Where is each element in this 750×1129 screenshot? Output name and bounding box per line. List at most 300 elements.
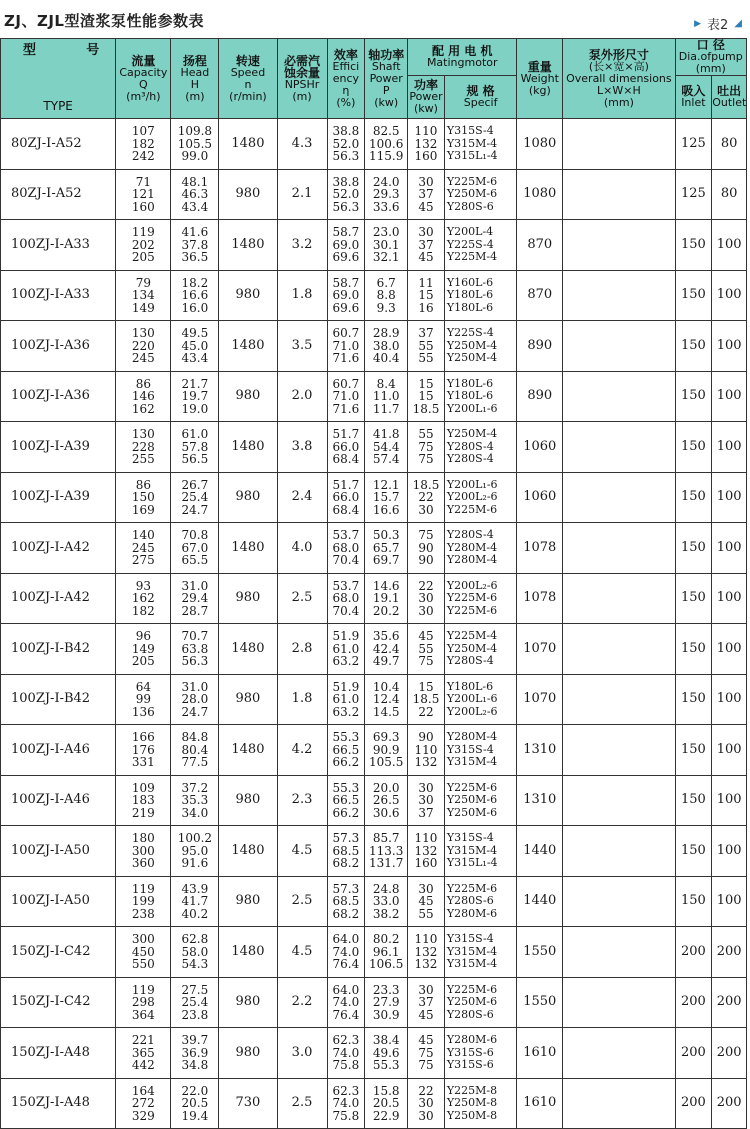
motor-power-cell <box>408 1028 445 1079</box>
efficiency-cell-value: 70.4 <box>332 603 360 618</box>
head-cell-value: 26.7 <box>181 477 209 492</box>
capacity-cell-value: 107 <box>131 124 155 138</box>
motor-power-cell-value: 55 <box>418 338 434 353</box>
motor-power-cell-value: 18.5 <box>412 692 440 706</box>
table-row <box>1 523 747 574</box>
motor-spec-cell <box>444 624 516 675</box>
shaft-power-cell-value: 15.7 <box>372 490 400 504</box>
type-cell: 100ZJ-I-A36 <box>1 321 116 372</box>
motor-spec-cell-value: Y280S-6 <box>446 894 494 907</box>
speed-cell: 980 <box>219 977 277 1028</box>
head-cell-value: 40.2 <box>181 906 209 921</box>
motor-power-cell-value: 15 <box>418 389 434 403</box>
efficiency-cell-value: 51.7 <box>332 427 360 441</box>
efficiency-cell-value: 70.4 <box>332 553 360 567</box>
outlet-cell: 100 <box>712 371 747 422</box>
head-cell-value: 43.9 <box>181 881 209 896</box>
capacity-cell-value: 149 <box>131 641 155 656</box>
efficiency-cell-value: 57.3 <box>332 831 360 845</box>
header-type <box>1 39 116 119</box>
efficiency-cell-value: 51.7 <box>332 477 360 492</box>
efficiency-cell-value: 55.3 <box>332 780 360 795</box>
npsh-cell: 3.2 <box>277 220 327 271</box>
motor-power-cell <box>408 321 445 372</box>
outlet-cell: 100 <box>712 624 747 675</box>
motor-spec-cell-value: Y225S-4 <box>446 237 494 251</box>
shaft-power-cell-value: 90.9 <box>372 742 400 757</box>
capacity-cell-value: 360 <box>131 856 155 870</box>
header-motor-power-cn: 功率 <box>413 78 438 92</box>
capacity-cell-value: 550 <box>131 957 155 971</box>
capacity-cell <box>116 119 171 170</box>
capacity-cell-value: 109 <box>131 780 155 795</box>
outlet-cell: 100 <box>712 472 747 523</box>
motor-power-cell-value: 45 <box>418 1033 434 1047</box>
motor-spec-cell-value: Y250M-4 <box>446 641 498 655</box>
inlet-cell: 150 <box>675 573 712 624</box>
shaft-power-cell-value: 9.3 <box>376 300 396 315</box>
type-cell: 150ZJ-I-C42 <box>1 977 116 1028</box>
head-cell-value: 19.0 <box>181 401 209 416</box>
capacity-cell-value: 130 <box>131 427 155 441</box>
capacity-cell <box>116 523 171 574</box>
motor-power-cell-value: 45 <box>418 894 434 908</box>
dimensions-cell <box>563 371 675 422</box>
dimensions-cell <box>563 826 675 877</box>
outlet-cell: 200 <box>712 1028 747 1079</box>
motor-power-cell-value: 16 <box>418 300 434 315</box>
efficiency-cell-value: 66.5 <box>332 742 360 757</box>
header-outlet <box>712 76 747 119</box>
head-cell-value: 95.0 <box>181 843 209 858</box>
npsh-cell: 2.8 <box>277 624 327 675</box>
capacity-cell-value: 450 <box>131 944 155 959</box>
head-cell <box>171 169 219 220</box>
dimensions-cell <box>563 472 675 523</box>
header-head <box>171 39 219 119</box>
motor-spec-cell-value: Y225M-4 <box>446 250 498 263</box>
type-cell: 100ZJ-I-A50 <box>1 826 116 877</box>
npsh-cell: 3.0 <box>277 1028 327 1079</box>
efficiency-cell-value: 66.2 <box>332 755 360 769</box>
inlet-cell: 150 <box>675 826 712 877</box>
header-inlet-en: Inlet <box>681 96 706 109</box>
efficiency-cell-value: 68.0 <box>332 540 360 555</box>
efficiency-cell-value: 68.2 <box>332 906 360 921</box>
motor-power-cell-value: 30 <box>418 793 434 807</box>
head-cell-value: 49.5 <box>181 326 209 340</box>
motor-spec-cell <box>444 220 516 271</box>
header-capacity-unit: (m³/h) <box>126 89 161 103</box>
efficiency-cell <box>327 876 365 927</box>
motor-spec-cell <box>444 876 516 927</box>
type-cell: 100ZJ-I-B42 <box>1 624 116 675</box>
motor-spec-cell-value: Y180L-6 <box>446 300 494 314</box>
shaft-power-cell <box>365 573 408 624</box>
npsh-cell: 3.8 <box>277 422 327 473</box>
efficiency-cell-value: 74.0 <box>332 1045 360 1060</box>
motor-power-cell-value: 11 <box>418 275 434 290</box>
motor-spec-cell-value: Y315S-4 <box>446 831 494 844</box>
header-shaft-en1: Shaft <box>371 59 401 73</box>
shaft-power-cell-value: 23.3 <box>372 982 400 997</box>
efficiency-cell-value: 68.4 <box>332 502 360 517</box>
head-cell-value: 37.8 <box>181 237 209 252</box>
motor-spec-cell <box>444 321 516 372</box>
motor-spec-cell-value: Y250M-6 <box>446 793 498 806</box>
capacity-cell-value: 442 <box>131 1058 155 1072</box>
motor-power-cell-value: 55 <box>418 351 434 365</box>
motor-spec-cell-value: Y200L₁-6 <box>446 401 498 415</box>
corner-mark-icon: ◢ <box>734 18 742 29</box>
efficiency-cell <box>327 169 365 220</box>
shaft-power-cell-value: 26.5 <box>372 793 400 807</box>
table-row <box>1 270 747 321</box>
efficiency-cell <box>327 927 365 978</box>
efficiency-cell-value: 63.2 <box>332 654 360 668</box>
capacity-cell-value: 119 <box>131 881 155 896</box>
capacity-cell-value: 140 <box>131 528 155 542</box>
efficiency-cell-value: 68.5 <box>332 894 360 908</box>
capacity-cell <box>116 422 171 473</box>
header-motor-spec-cn: 规 格 <box>466 84 495 98</box>
motor-spec-cell <box>444 977 516 1028</box>
motor-spec-cell-value: Y180L-6 <box>446 389 494 402</box>
motor-spec-cell-value: Y225M-6 <box>446 881 498 895</box>
npsh-cell: 3.5 <box>277 321 327 372</box>
motor-spec-cell <box>444 573 516 624</box>
head-cell <box>171 977 219 1028</box>
motor-power-cell-value: 30 <box>418 1108 434 1123</box>
shaft-power-cell <box>365 725 408 776</box>
capacity-cell-value: 121 <box>131 187 155 201</box>
motor-spec-cell-value: Y200L₁-6 <box>446 692 498 705</box>
npsh-cell: 4.5 <box>277 826 327 877</box>
npsh-cell: 2.3 <box>277 775 327 826</box>
efficiency-cell <box>327 573 365 624</box>
efficiency-cell-value: 76.4 <box>332 1007 360 1022</box>
shaft-power-cell-value: 113.3 <box>369 843 404 858</box>
capacity-cell-value: 242 <box>131 149 155 163</box>
shaft-power-cell-value: 12.1 <box>372 477 400 492</box>
table-body <box>1 119 747 1129</box>
motor-power-cell <box>408 422 445 473</box>
motor-power-cell-value: 30 <box>418 881 434 896</box>
dimensions-cell <box>563 674 675 725</box>
capacity-cell-value: 300 <box>131 932 155 946</box>
head-cell <box>171 371 219 422</box>
efficiency-cell-value: 60.7 <box>332 376 360 391</box>
motor-power-cell-value: 22 <box>418 1083 434 1098</box>
header-dimensions <box>563 39 675 119</box>
shaft-power-cell-value: 23.0 <box>372 225 400 239</box>
outlet-cell: 100 <box>712 523 747 574</box>
motor-power-cell-value: 37 <box>418 805 434 820</box>
efficiency-cell-value: 71.6 <box>332 351 360 365</box>
table-row <box>1 876 747 927</box>
header-npsh <box>277 39 327 119</box>
efficiency-cell-value: 68.0 <box>332 591 360 605</box>
efficiency-cell-value: 71.0 <box>332 389 360 403</box>
motor-power-cell-value: 30 <box>418 603 434 618</box>
outlet-cell: 100 <box>712 725 747 776</box>
header-dims-cn1: 泵外形尺寸 <box>588 47 649 62</box>
motor-spec-cell-value: Y225M-6 <box>446 780 498 794</box>
capacity-cell-value: 365 <box>131 1045 155 1060</box>
inlet-cell: 200 <box>675 977 712 1028</box>
shaft-power-cell-value: 8.8 <box>376 288 396 302</box>
head-cell-value: 22.0 <box>181 1083 209 1098</box>
motor-power-cell-value: 75 <box>418 452 434 466</box>
table-row <box>1 725 747 776</box>
motor-power-cell-value: 30 <box>418 780 434 795</box>
table-row <box>1 674 747 725</box>
npsh-cell: 2.5 <box>277 876 327 927</box>
dimensions-cell <box>563 523 675 574</box>
header-dims-cn2: (长×宽×高) <box>588 59 649 73</box>
head-cell-value: 34.8 <box>181 1058 209 1072</box>
motor-spec-cell-value: Y315L₁-4 <box>446 149 498 162</box>
table-row <box>1 371 747 422</box>
motor-spec-cell-value: Y160L-6 <box>446 275 494 289</box>
head-cell <box>171 775 219 826</box>
efficiency-cell-value: 74.0 <box>332 1096 360 1110</box>
motor-spec-cell-value: Y225M-6 <box>446 603 498 617</box>
motor-power-cell-value: 110 <box>414 742 438 757</box>
type-cell: 150ZJ-I-A48 <box>1 1028 116 1079</box>
efficiency-cell-value: 63.2 <box>332 704 360 719</box>
motor-spec-cell-value: Y280M-4 <box>446 553 498 566</box>
efficiency-cell-value: 71.6 <box>332 401 360 416</box>
shaft-power-cell-value: 82.5 <box>372 124 400 138</box>
motor-spec-cell-value: Y315S-4 <box>446 124 494 137</box>
head-cell-value: 31.0 <box>181 578 209 593</box>
header-head-cn: 扬程 <box>182 53 207 68</box>
dimensions-cell <box>563 1028 675 1079</box>
type-cell: 80ZJ-I-A52 <box>1 119 116 170</box>
shaft-power-cell-value: 8.4 <box>376 376 396 391</box>
capacity-cell-value: 228 <box>131 439 155 454</box>
head-cell-value: 19.7 <box>181 389 209 403</box>
dimensions-cell <box>563 119 675 170</box>
motor-power-cell-value: 75 <box>418 528 434 542</box>
arrow-icon: ▶ <box>694 18 702 29</box>
motor-power-cell-value: 132 <box>414 843 438 858</box>
efficiency-cell <box>327 119 365 170</box>
dimensions-cell <box>563 1078 675 1129</box>
shaft-power-cell-value: 41.8 <box>372 427 400 441</box>
weight-cell: 870 <box>517 270 563 321</box>
efficiency-cell <box>327 422 365 473</box>
motor-spec-cell-value: Y200L₁-6 <box>446 477 498 491</box>
motor-power-cell-value: 55 <box>418 427 434 441</box>
capacity-cell-value: 220 <box>131 338 155 353</box>
capacity-cell-value: 149 <box>131 300 155 315</box>
speed-cell: 1480 <box>219 523 277 574</box>
head-cell-value: 105.5 <box>177 136 213 151</box>
efficiency-cell <box>327 1078 365 1129</box>
type-cell: 100ZJ-I-A46 <box>1 725 116 776</box>
motor-spec-cell-value: Y250M-6 <box>446 995 498 1008</box>
motor-power-cell-value: 30 <box>418 502 434 517</box>
header-shaft-unit: (kw) <box>374 95 399 109</box>
dimensions-cell <box>563 270 675 321</box>
header-shaft-symbol: P <box>382 83 390 97</box>
motor-power-cell-value: 75 <box>418 439 434 454</box>
shaft-power-cell-value: 22.9 <box>372 1108 400 1123</box>
capacity-cell <box>116 371 171 422</box>
capacity-cell <box>116 169 171 220</box>
dimensions-cell <box>563 876 675 927</box>
table-row <box>1 826 747 877</box>
inlet-cell: 150 <box>675 876 712 927</box>
motor-spec-cell-value: Y225M-8 <box>446 1083 498 1097</box>
table-row <box>1 775 747 826</box>
capacity-cell <box>116 1028 171 1079</box>
head-cell-value: 21.7 <box>181 376 209 391</box>
motor-power-cell-value: 55 <box>418 906 434 921</box>
head-cell-value: 43.4 <box>181 351 209 365</box>
motor-spec-cell-value: Y225M-6 <box>446 591 498 604</box>
motor-spec-cell <box>444 371 516 422</box>
capacity-cell-value: 166 <box>131 730 155 744</box>
capacity-cell-value: 221 <box>131 1033 155 1047</box>
motor-power-cell-value: 45 <box>418 199 434 214</box>
motor-spec-cell-value: Y280S-4 <box>446 528 494 541</box>
shaft-power-cell <box>365 876 408 927</box>
shaft-power-cell <box>365 220 408 271</box>
weight-cell: 890 <box>517 371 563 422</box>
efficiency-cell-value: 57.3 <box>332 881 360 896</box>
efficiency-cell-value: 58.7 <box>332 275 360 290</box>
type-cell: 100ZJ-I-B42 <box>1 674 116 725</box>
shaft-power-cell <box>365 321 408 372</box>
table-row <box>1 927 747 978</box>
capacity-cell <box>116 775 171 826</box>
table-label <box>694 14 742 33</box>
capacity-cell-value: 182 <box>131 603 155 618</box>
motor-spec-cell-value: Y280M-4 <box>446 540 498 554</box>
shaft-power-cell-value: 15.8 <box>372 1083 400 1098</box>
shaft-power-cell <box>365 927 408 978</box>
motor-spec-cell-value: Y315L₁-4 <box>446 856 498 869</box>
head-cell-value: 70.8 <box>181 528 209 542</box>
motor-power-cell <box>408 674 445 725</box>
npsh-cell: 4.2 <box>277 725 327 776</box>
shaft-power-cell-value: 33.0 <box>372 894 400 908</box>
npsh-cell: 2.0 <box>277 371 327 422</box>
shaft-power-cell-value: 10.4 <box>372 679 400 694</box>
head-cell-value: 36.5 <box>181 250 209 264</box>
motor-spec-cell-value: Y180L-6 <box>446 288 494 301</box>
head-cell-value: 23.8 <box>181 1007 209 1022</box>
motor-power-cell-value: 30 <box>418 1096 434 1110</box>
capacity-cell-value: 119 <box>131 225 155 239</box>
shaft-power-cell-value: 42.4 <box>372 641 400 656</box>
speed-cell: 1480 <box>219 321 277 372</box>
capacity-cell-value: 71 <box>135 174 151 189</box>
capacity-cell-value: 134 <box>131 288 155 302</box>
motor-power-cell <box>408 371 445 422</box>
outlet-cell: 100 <box>712 674 747 725</box>
capacity-cell-value: 183 <box>131 793 155 807</box>
efficiency-cell <box>327 321 365 372</box>
motor-spec-cell-value: Y200L₂-6 <box>446 704 498 718</box>
efficiency-cell-value: 62.3 <box>332 1083 360 1098</box>
motor-spec-cell-value: Y200L-4 <box>446 225 494 238</box>
efficiency-cell-value: 60.7 <box>332 326 360 340</box>
motor-power-cell <box>408 1078 445 1129</box>
motor-power-cell-value: 37 <box>418 237 434 252</box>
head-cell-value: 39.7 <box>181 1033 209 1047</box>
shaft-power-cell-value: 106.5 <box>369 957 404 971</box>
shaft-power-cell-value: 65.7 <box>372 540 400 555</box>
npsh-cell: 1.8 <box>277 270 327 321</box>
head-cell-value: 24.7 <box>181 704 209 719</box>
capacity-cell-value: 331 <box>131 755 155 769</box>
motor-power-cell-value: 30 <box>418 982 434 997</box>
shaft-power-cell-value: 20.2 <box>372 603 400 618</box>
head-cell <box>171 876 219 927</box>
shaft-power-cell-value: 38.4 <box>372 1033 400 1047</box>
motor-power-cell-value: 75 <box>418 1058 434 1072</box>
capacity-cell-value: 86 <box>135 376 151 391</box>
type-cell: 100ZJ-I-A33 <box>1 220 116 271</box>
motor-power-cell <box>408 624 445 675</box>
shaft-power-cell-value: 28.9 <box>372 326 400 340</box>
capacity-cell-value: 205 <box>131 250 155 264</box>
capacity-cell-value: 150 <box>131 490 155 504</box>
motor-power-cell-value: 160 <box>414 149 438 163</box>
motor-power-cell-value: 132 <box>414 944 438 959</box>
head-cell-value: 63.8 <box>181 641 209 656</box>
head-cell-value: 56.5 <box>181 452 209 466</box>
capacity-cell-value: 364 <box>131 1007 155 1022</box>
efficiency-cell-value: 55.3 <box>332 730 360 744</box>
motor-spec-cell-value: Y225S-4 <box>446 326 494 339</box>
speed-cell: 980 <box>219 674 277 725</box>
type-cell: 150ZJ-I-C42 <box>1 927 116 978</box>
capacity-cell-value: 93 <box>135 578 151 593</box>
inlet-cell: 150 <box>675 472 712 523</box>
header-capacity-en: Capacity <box>119 65 168 79</box>
head-cell <box>171 472 219 523</box>
head-cell-value: 99.0 <box>181 149 209 163</box>
efficiency-cell-value: 66.0 <box>332 439 360 454</box>
head-cell-value: 20.5 <box>181 1096 209 1110</box>
head-cell-value: 34.0 <box>181 805 209 820</box>
outlet-cell: 80 <box>712 119 747 170</box>
head-cell <box>171 573 219 624</box>
head-cell-value: 80.4 <box>181 742 209 757</box>
outlet-cell: 100 <box>712 573 747 624</box>
motor-spec-cell-value: Y315M-4 <box>446 136 498 150</box>
capacity-cell-value: 180 <box>131 831 155 845</box>
header-head-en: Head <box>180 65 210 79</box>
motor-spec-cell-value: Y280M-6 <box>446 906 498 920</box>
speed-cell: 1480 <box>219 422 277 473</box>
head-cell <box>171 119 219 170</box>
capacity-cell-value: 79 <box>135 275 151 290</box>
capacity-cell-value: 275 <box>131 553 155 567</box>
header-capacity-cn: 流量 <box>131 53 156 68</box>
outlet-cell: 200 <box>712 1078 747 1129</box>
capacity-cell-value: 219 <box>131 805 155 820</box>
outlet-cell: 100 <box>712 321 747 372</box>
inlet-cell: 150 <box>675 523 712 574</box>
table-row <box>1 1078 747 1129</box>
inlet-cell: 150 <box>675 270 712 321</box>
